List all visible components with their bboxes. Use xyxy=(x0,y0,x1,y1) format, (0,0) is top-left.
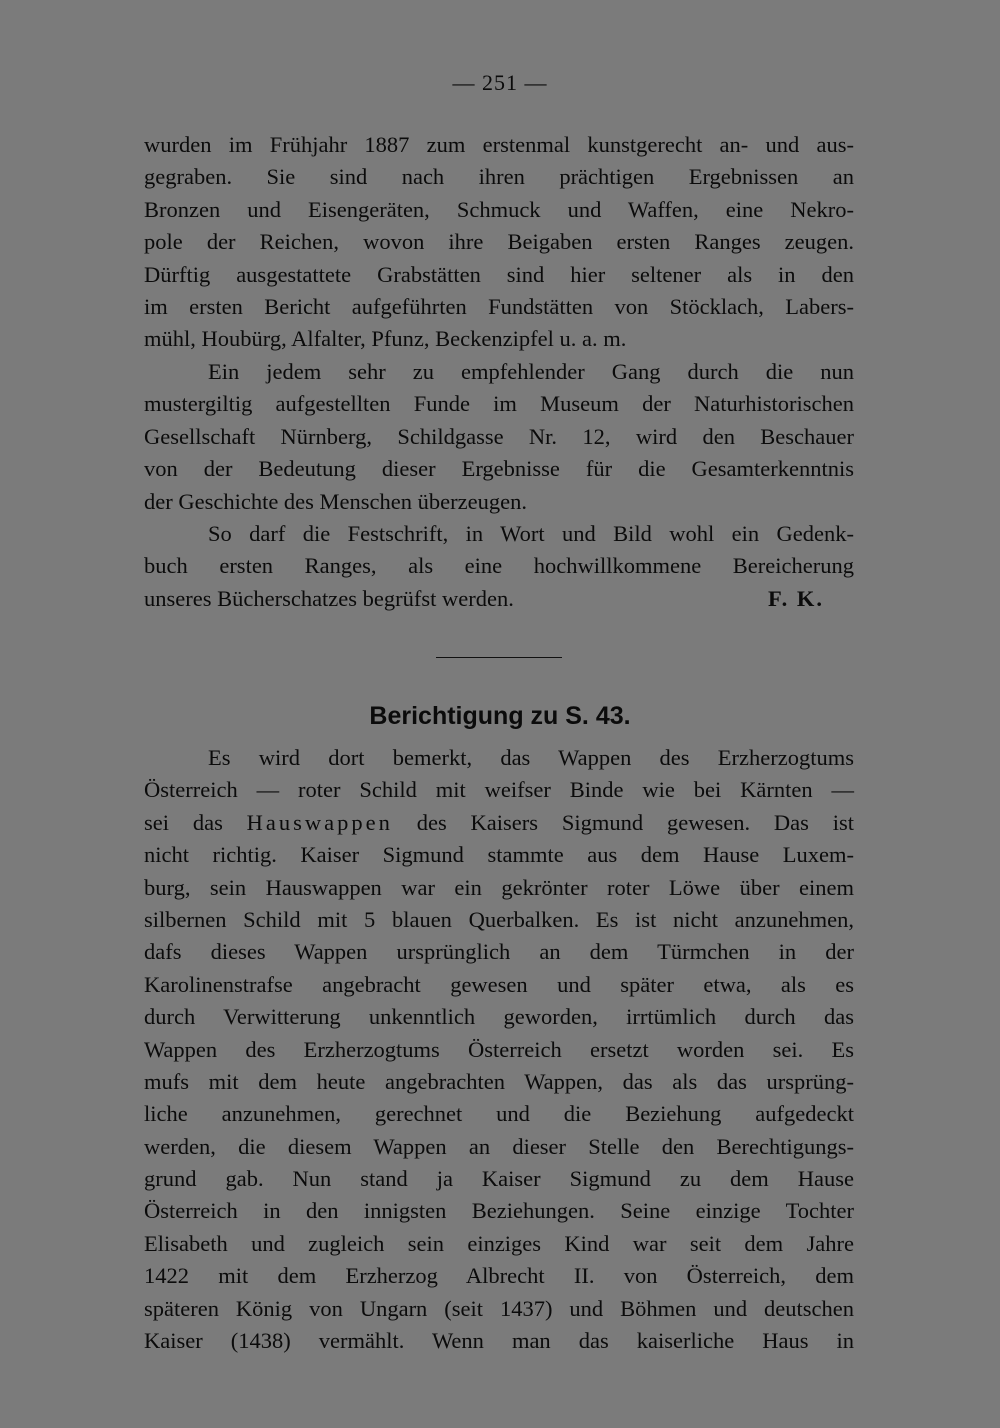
text-line: nicht richtig. Kaiser Sigmund stammte aus dem Hause Luxem- xyxy=(144,842,854,868)
text-line: buch ersten Ranges, als eine hochwillkommene Bereicherung xyxy=(144,553,854,579)
text-line: Wappen des Erzherzogtums Österreich ersetzt worden sei. Es xyxy=(144,1036,854,1062)
emphasized-term: Hauswappen xyxy=(246,809,393,835)
text-line: Gesellschaft Nürnberg, Schildgasse Nr. 12, wird den Beschauer xyxy=(144,423,854,449)
text-line: 1422 mit dem Erzherzog Albrecht II. von Österreich, dem xyxy=(144,1263,854,1289)
text-line: Es wird dort bemerkt, das Wappen des Erzherzogtums xyxy=(208,745,854,770)
text-line: So darf die Festschrift, in Wort und Bild wohl ein Gedenk- xyxy=(208,521,854,546)
text-fragment: des Kaisers Sigmund gewesen. Das ist xyxy=(392,809,854,835)
text-line xyxy=(144,807,854,839)
author-signature: F. K. xyxy=(767,585,824,611)
section-heading: Berichtigung zu S. 43. xyxy=(369,702,631,730)
page-number: — 251 — xyxy=(452,70,548,95)
section-divider xyxy=(436,657,562,658)
text-line: mühl, Houbürg, Alfalter, Pfunz, Beckenzipfel u. a. m. xyxy=(144,326,627,352)
text-line: werden, die diesem Wappen an dieser Stelle den Berechtigungs- xyxy=(144,1133,854,1159)
text-fragment: sei das xyxy=(144,809,247,835)
text-line: silbernen Schild mit 5 blauen Querbalken. Es ist nicht anzunehmen, xyxy=(144,906,854,932)
paragraph-2 xyxy=(144,356,854,518)
paragraph-3 xyxy=(144,518,854,615)
text-line: Österreich — roter Schild mit weifser Binde wie bei Kärnten — xyxy=(144,777,854,803)
signature-line xyxy=(144,583,854,615)
paragraph-1 xyxy=(144,129,854,356)
text-line: Kaiser (1438) vermählt. Wenn man das kaiserliche Haus in xyxy=(144,1328,854,1354)
text-line: durch Verwitterung unkenntlich geworden, irrtümlich durch das xyxy=(144,1004,854,1030)
text-line: Österreich in den innigsten Beziehungen. Seine einzige Tochter xyxy=(144,1198,854,1224)
text-line: burg, sein Hauswappen war ein gekrönter roter Löwe über einem xyxy=(144,874,854,900)
text-line: grund gab. Nun stand ja Kaiser Sigmund zu dem Hause xyxy=(144,1166,854,1192)
text-line: liche anzunehmen, gerechnet und die Beziehung aufgedeckt xyxy=(144,1101,854,1127)
text-line: späteren König von Ungarn (seit 1437) und Böhmen und deutschen xyxy=(144,1295,854,1321)
text-line: Elisabeth und zugleich sein einziges Kind war seit dem Jahre xyxy=(144,1230,854,1256)
text-line: unseres Bücherschatzes begrüfst werden. xyxy=(144,585,514,611)
text-line: Dürftig ausgestattete Grabstätten sind hier seltener als in den xyxy=(144,261,854,287)
text-line: pole der Reichen, wovon ihre Beigaben ersten Ranges zeugen. xyxy=(144,229,854,255)
text-line: wurden im Frühjahr 1887 zum erstenmal kunstgerecht an- und aus- xyxy=(144,132,854,157)
text-line: gegraben. Sie sind nach ihren prächtigen Ergebnissen an xyxy=(144,164,854,190)
text-line: dafs dieses Wappen ursprünglich an dem Türmchen in der xyxy=(144,939,854,965)
text-line: der Geschichte des Menschen überzeugen. xyxy=(144,488,527,514)
text-line: Karolinenstrafse angebracht gewesen und später etwa, als es xyxy=(144,971,854,997)
paragraph-4 xyxy=(144,742,854,1357)
text-line: mufs mit dem heute angebrachten Wappen, das als das ursprüng- xyxy=(144,1068,854,1094)
text-line: Bronzen und Eisengeräten, Schmuck und Waffen, eine Nekro- xyxy=(144,196,854,222)
text-line: mustergiltig aufgestellten Funde im Museum der Naturhistorischen xyxy=(144,391,854,417)
text-line: von der Bedeutung dieser Ergebnisse für die Gesamterkenntnis xyxy=(144,456,854,482)
text-line: Ein jedem sehr zu empfehlender Gang durch die nun xyxy=(208,359,854,384)
text-line: im ersten Bericht aufgeführten Fundstätten von Stöcklach, Labers- xyxy=(144,293,854,319)
